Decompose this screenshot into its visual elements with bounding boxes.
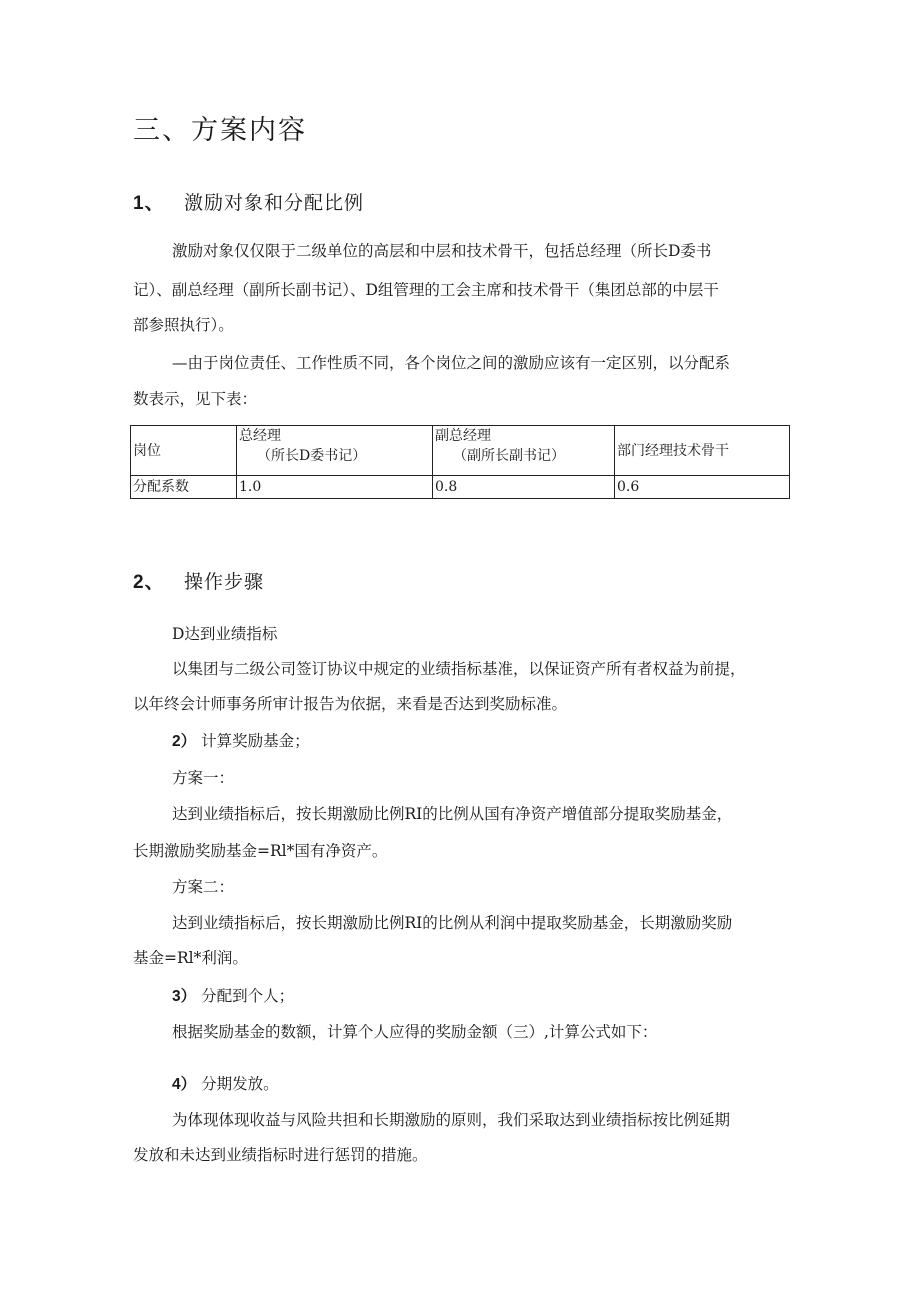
coefficient-table <box>130 425 790 499</box>
step3-heading <box>172 986 294 1007</box>
step3-label: 分配到个人； <box>201 987 295 1005</box>
table-cell-dgm-sub: （副所长副书记） <box>453 448 565 464</box>
section-title: 三、方案内容 <box>133 115 307 146</box>
table-cell-dept: 部门经理技术骨干 <box>615 426 790 476</box>
step4-heading <box>172 1074 279 1095</box>
para1-line2: 记）、副总经理（副所长副书记）、D组管理的工会主席和技术骨干（集团总部的中层干 <box>133 281 719 299</box>
table-cell-dgm <box>433 426 615 476</box>
step2-number: 2） <box>172 733 197 750</box>
plan2-line2: 基金=Rl*利润。 <box>133 949 248 967</box>
table-cell-gm-sub: （所长D委书记） <box>257 448 367 464</box>
step2-label: 计算奖励基金； <box>201 732 310 750</box>
plan1-title: 方案一： <box>172 769 235 787</box>
para2-line2: 数表示，见下表： <box>133 390 258 408</box>
step3-number: 3） <box>172 988 197 1005</box>
table-row <box>131 476 790 499</box>
table-header-position: 岗位 <box>131 426 237 476</box>
step1-line2: 以年终会计师事务所审计报告为依据，来看是否达到奖励标准。 <box>133 695 568 713</box>
plan1-line1: 达到业绩指标后，按长期激励比例RI的比例从国有净资产增值部分提取奖励基金， <box>172 805 733 823</box>
table-value-gm: 1.0 <box>237 476 433 499</box>
table-row <box>131 426 790 476</box>
table-cell-dgm-title: 副总经理 <box>435 428 491 444</box>
table-value-dept: 0.6 <box>615 476 790 499</box>
part2-title: 操作步骤 <box>184 571 265 593</box>
para1-line1: 激励对象仅仅限于二级单位的高层和中层和技术骨干，包括总经理（所长D委书 <box>172 242 712 260</box>
step1-label: D达到业绩指标 <box>172 625 278 643</box>
para2-line1: —由于岗位责任、工作性质不同，各个岗位之间的激励应该有一定区别，以分配系 <box>172 354 731 372</box>
part1-title: 激励对象和分配比例 <box>184 192 365 214</box>
para1-line3: 部参照执行）。 <box>133 316 234 334</box>
step3-line: 根据奖励基金的数额，计算个人应得的奖励金额（三）,计算公式如下： <box>172 1023 658 1041</box>
table-cell-gm <box>237 426 433 476</box>
step4-line2: 发放和未达到业绩指标时进行惩罚的措施。 <box>133 1146 428 1164</box>
table-cell-gm-title: 总经理 <box>239 428 281 444</box>
step1-line1: 以集团与二级公司签订协议中规定的业绩指标基准，以保证资产所有者权益为前提， <box>172 660 746 678</box>
step4-number: 4） <box>172 1076 197 1093</box>
part1-number: 1、 <box>133 193 165 214</box>
step2-heading <box>172 731 310 752</box>
table-row-label: 分配系数 <box>131 476 237 499</box>
plan1-line2: 长期激励奖励基金=Rl*国有净资产。 <box>133 842 388 860</box>
table-value-dgm: 0.8 <box>433 476 615 499</box>
step4-line1: 为体现体现收益与风险共担和长期激励的原则，我们采取达到业绩指标按比例延期 <box>172 1111 731 1129</box>
plan2-title: 方案二： <box>172 878 235 896</box>
step4-label: 分期发放。 <box>201 1075 279 1093</box>
plan2-line1: 达到业绩指标后，按长期激励比例RI的比例从利润中提取奖励基金，长期激励奖励 <box>172 914 733 932</box>
part2-number: 2、 <box>133 572 165 593</box>
